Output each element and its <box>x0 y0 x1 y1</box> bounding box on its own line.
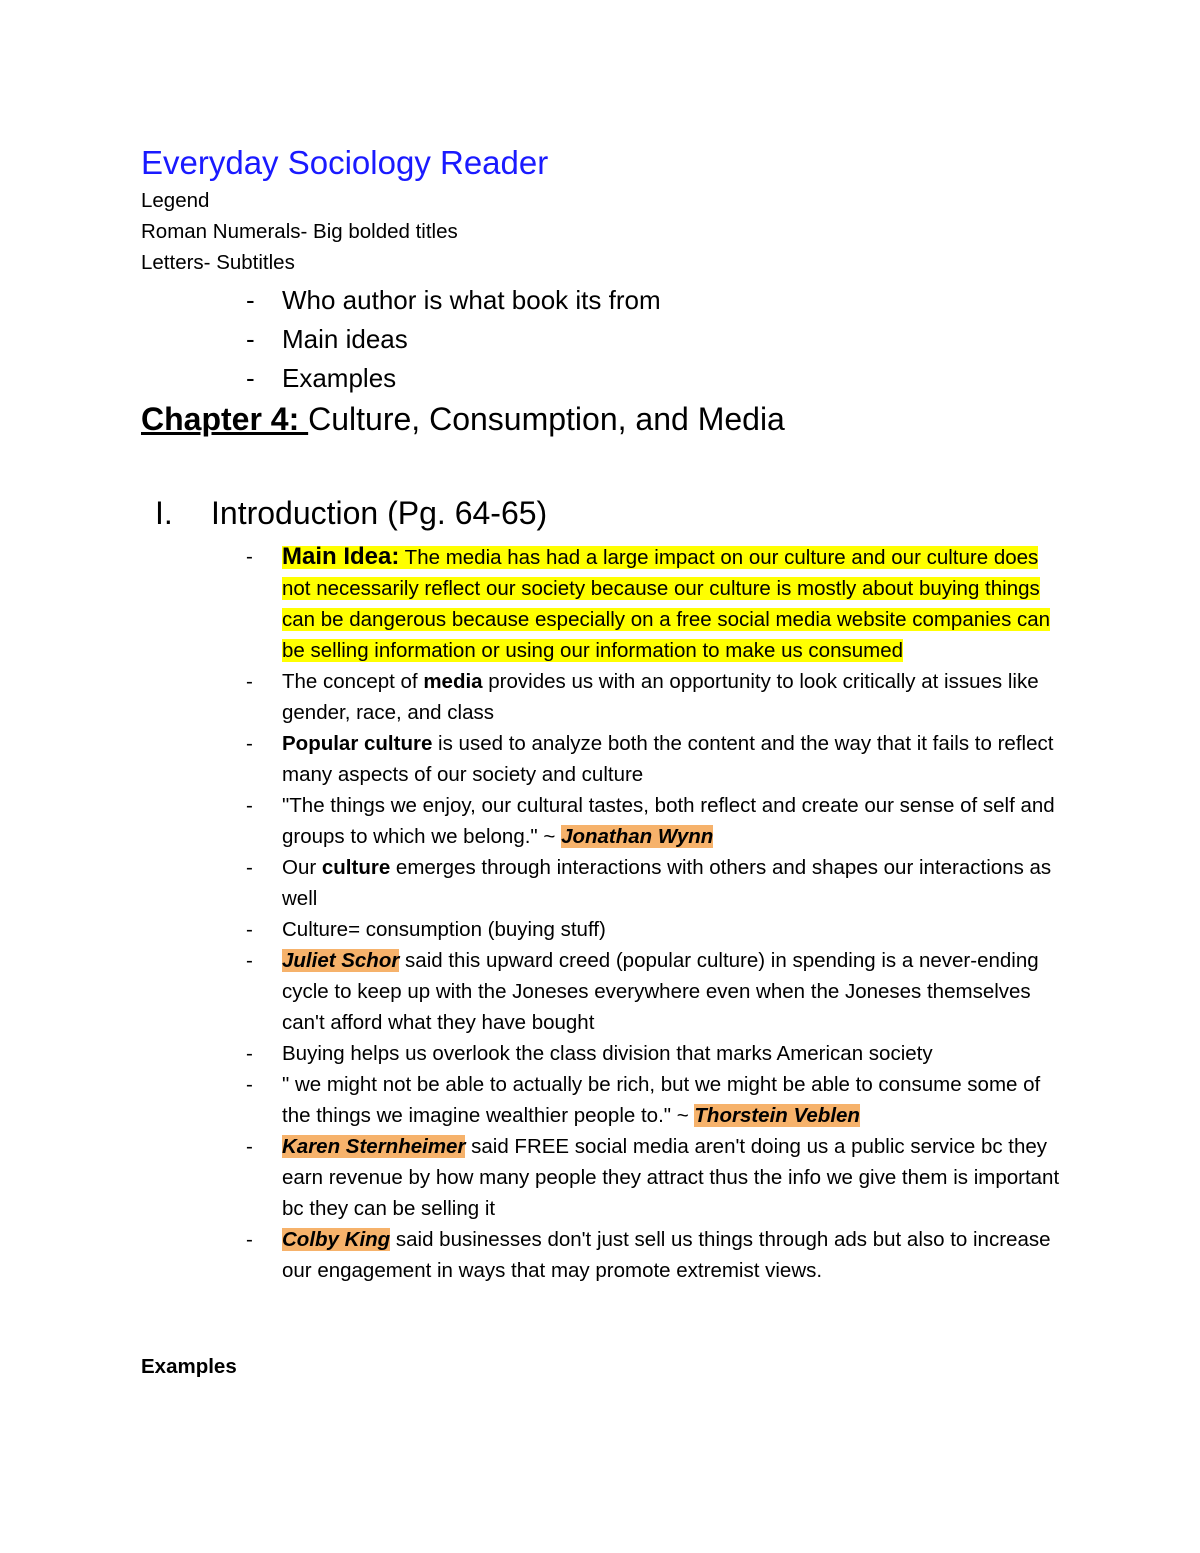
section-numeral: I. <box>155 495 173 531</box>
bullet-text: Culture= consumption (buying stuff) <box>282 918 606 941</box>
bullet-text: " we might not be able to actually be rich, but we might be able to consume some of the things we imagine wealthier people to." ~ <box>282 1073 1041 1127</box>
document-title: Everyday Sociology Reader <box>141 144 549 181</box>
dash-marker: - <box>246 1228 253 1251</box>
examples-heading: Examples <box>141 1355 237 1378</box>
dash-marker: - <box>246 1073 253 1096</box>
author-highlight: Juliet Schor <box>282 949 400 972</box>
legend-item <box>141 359 1041 398</box>
bullet-text: said this upward creed (popular culture) in spending is a never-ending cycle to keep up with the Joneses everywhere even when the Joneses themselves can't afford what they have bought <box>282 949 1039 1034</box>
author-highlight: Karen Sternheimer <box>282 1135 466 1158</box>
legend-line-roman: Roman Numerals- Big bolded titles <box>141 220 458 243</box>
chapter-heading <box>141 397 785 441</box>
main-idea-label: Main Idea: <box>282 543 400 570</box>
legend-item-text: Main ideas <box>282 324 408 354</box>
bullet-text: "The things we enjoy, our cultural tastes, both reflect and create our sense of self and groups to which we belong." ~ <box>282 794 1055 848</box>
dash-marker: - <box>246 363 255 393</box>
list-item <box>0 790 1062 852</box>
list-item <box>0 728 1062 790</box>
legend-item-text: Examples <box>282 363 397 393</box>
bullet-main-idea <box>0 541 1062 666</box>
bullet-text: The concept of <box>282 670 424 693</box>
bullet-text: emerges through interactions with others and shapes our interactions as well <box>282 856 1052 910</box>
main-idea-text: The media has had a large impact on our culture and our culture does not necessarily reflect our society because our culture is mostly about buying things can be dangerous because especially on a free social media website companies can be selling information or using our information to make us consumed <box>282 546 1051 662</box>
section-title: Introduction (Pg. 64-65) <box>211 495 548 531</box>
bullet-text: Our <box>282 856 322 879</box>
legend-item <box>141 320 1041 359</box>
legend-line-letters: Letters- Subtitles <box>141 251 295 274</box>
dash-marker: - <box>246 794 253 817</box>
chapter-label: Chapter 4: <box>141 401 309 437</box>
dash-marker: - <box>246 324 255 354</box>
bullet-text: Buying helps us overlook the class division that marks American society <box>282 1042 933 1065</box>
dash-marker: - <box>246 918 253 941</box>
list-item <box>0 1069 1062 1131</box>
list-item <box>0 666 1062 728</box>
bullet-list <box>0 541 1200 1286</box>
author-highlight: Colby King <box>282 1228 391 1251</box>
list-item <box>0 852 1062 914</box>
dash-marker: - <box>246 1135 253 1158</box>
dash-marker: - <box>246 1042 253 1065</box>
dash-marker: - <box>246 732 253 755</box>
dash-marker: - <box>246 670 253 693</box>
legend-label: Legend <box>141 189 210 212</box>
bullet-text: provides us with an opportunity to look critically at issues like gender, race, and class <box>282 670 1039 724</box>
list-item <box>0 1038 1062 1069</box>
legend-item-text: Who author is what book its from <box>282 285 661 315</box>
bold-term: culture <box>321 856 391 879</box>
legend-list <box>141 281 1041 398</box>
dash-marker: - <box>246 949 253 972</box>
author-highlight: Jonathan Wynn <box>561 825 714 848</box>
bold-term: media <box>423 670 483 693</box>
legend-item <box>141 281 1041 320</box>
dash-marker: - <box>246 856 253 879</box>
bold-term: Popular culture <box>282 732 433 755</box>
dash-marker: - <box>246 285 255 315</box>
list-item <box>0 914 1062 945</box>
bullet-text: is used to analyze both the content and the way that it fails to reflect many aspects of our society and culture <box>282 732 1054 786</box>
list-item <box>0 1224 1062 1286</box>
list-item <box>0 1131 1062 1224</box>
chapter-title: Culture, Consumption, and Media <box>308 401 785 437</box>
bullet-text: said businesses don't just sell us things through ads but also to increase our engagement in ways that may promote extremist views. <box>282 1228 1051 1282</box>
bullet-text: said FREE social media aren't doing us a public service bc they earn revenue by how many people they attract thus the info we give them is important bc they can be selling it <box>282 1135 1060 1220</box>
author-highlight: Thorstein Veblen <box>694 1104 860 1127</box>
list-item <box>0 945 1062 1038</box>
dash-marker: - <box>246 545 253 568</box>
